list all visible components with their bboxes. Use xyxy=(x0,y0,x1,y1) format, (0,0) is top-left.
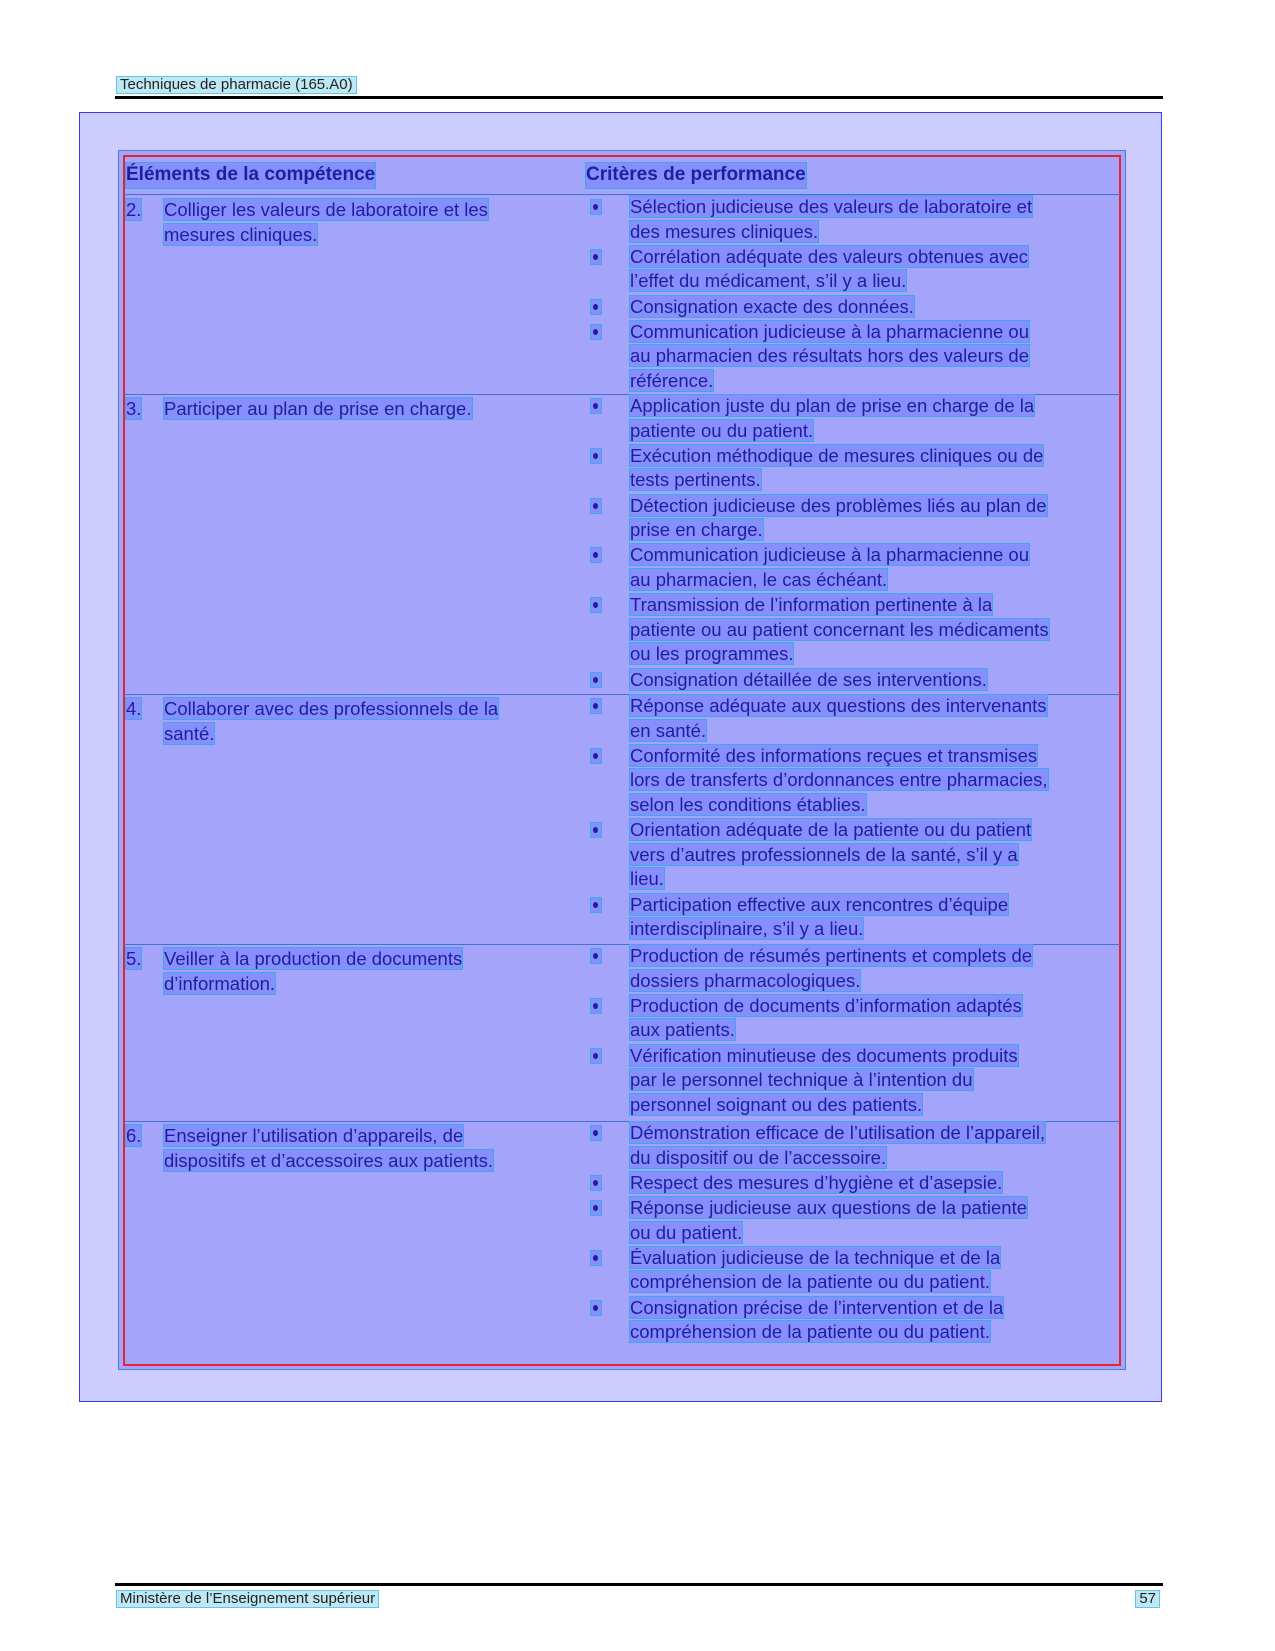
performance-criterion: Vérification minutieuse des documents produits par le personnel technique à l’intention du personnel soignant ou des patients. xyxy=(630,1044,1018,1115)
bullet-icon xyxy=(591,250,601,264)
bullet-icon xyxy=(591,823,601,837)
table-header-row xyxy=(124,156,1120,195)
header-rule xyxy=(115,96,1163,99)
bullet-icon xyxy=(591,1301,601,1315)
performance-criterion: Consignation précise de l’intervention et de la compréhension de la patiente ou du patient. xyxy=(630,1296,1004,1343)
performance-criterion: Consignation détaillée de ses interventions. xyxy=(630,668,987,690)
element-number: 3. xyxy=(126,398,142,419)
performance-criterion: Communication judicieuse à la pharmacienne ou au pharmacien, le cas échéant. xyxy=(630,544,1030,590)
element-number: 5. xyxy=(126,948,142,969)
competence-element: Colliger les valeurs de laboratoire et les mesures cliniques. xyxy=(164,199,488,245)
col-header-elements: Éléments de la compétence xyxy=(126,163,375,188)
bullet-icon xyxy=(591,1251,601,1265)
performance-criterion: Orientation adéquate de la patiente ou du patient vers d’autres professionnels de la santé, s’il y a lieu. xyxy=(630,819,1032,890)
bullet-icon xyxy=(591,1176,601,1190)
bullet-icon xyxy=(591,749,601,763)
bullet-icon xyxy=(591,673,601,687)
bullet-icon xyxy=(591,1049,601,1063)
performance-criterion: Application juste du plan de prise en charge de la patiente ou du patient. xyxy=(630,395,1035,441)
element-number: 6. xyxy=(126,1125,142,1146)
performance-criterion: Exécution méthodique de mesures cliniques ou de tests pertinents. xyxy=(630,444,1044,491)
performance-criterion: Consignation exacte des données. xyxy=(630,295,914,317)
bullet-icon xyxy=(591,1126,601,1140)
performance-criterion: Réponse judicieuse aux questions de la patiente ou du patient. xyxy=(630,1197,1028,1243)
performance-criterion: Production de documents d’information adaptés aux patients. xyxy=(630,994,1022,1041)
bullet-icon xyxy=(591,598,601,612)
element-number: 2. xyxy=(126,199,142,220)
competence-element: Enseigner l’utilisation d’appareils, de dispositifs et d’accessoires aux patients. xyxy=(164,1125,494,1171)
performance-criterion: Sélection judicieuse des valeurs de laboratoire et des mesures cliniques. xyxy=(630,196,1033,242)
competence-element: Veiller à la production de documents d’information. xyxy=(164,948,463,994)
bullet-icon xyxy=(591,449,601,463)
performance-criterion: Évaluation judicieuse de la technique et de la compréhension de la patiente ou du patient. xyxy=(630,1246,1001,1293)
performance-criterion: Réponse adéquate aux questions des intervenants en santé. xyxy=(630,695,1047,741)
running-header: Techniques de pharmacie (165.A0) xyxy=(116,76,357,94)
bullet-icon xyxy=(591,200,601,214)
table-row xyxy=(124,1121,1120,1366)
col-header-criteria: Critères de performance xyxy=(586,163,806,188)
bullet-icon xyxy=(591,300,601,314)
bullet-icon xyxy=(591,949,601,963)
performance-criterion: Détection judicieuse des problèmes liés au plan de prise en charge. xyxy=(630,494,1047,541)
table-row xyxy=(124,694,1120,945)
bullet-icon xyxy=(591,325,601,339)
performance-criterion: Corrélation adéquate des valeurs obtenues avec l’effet du médicament, s’il y a lieu. xyxy=(630,245,1029,292)
bullet-icon xyxy=(591,548,601,562)
footer-ministry: Ministère de l’Enseignement supérieur xyxy=(116,1590,379,1608)
competence-element: Participer au plan de prise en charge. xyxy=(164,398,472,419)
bullet-icon xyxy=(591,999,601,1013)
bullet-icon xyxy=(591,399,601,413)
performance-criterion: Démonstration efficace de l’utilisation de l’appareil, du dispositif ou de l’accessoire. xyxy=(630,1122,1046,1168)
performance-criterion: Communication judicieuse à la pharmacienne ou au pharmacien des résultats hors des valeurs de référence. xyxy=(630,320,1030,391)
performance-criterion: Respect des mesures d’hygiène et d’asepsie. xyxy=(630,1171,1003,1193)
performance-criterion: Conformité des informations reçues et transmises lors de transferts d’ordonnances entre pharmacies, selon les conditions établies. xyxy=(630,744,1048,815)
table-row xyxy=(124,394,1120,695)
bullet-icon xyxy=(591,898,601,912)
performance-criterion: Participation effective aux rencontres d’équipe interdisciplinaire, s’il y a lieu. xyxy=(630,893,1009,940)
bullet-icon xyxy=(591,499,601,513)
page-number: 57 xyxy=(1135,1590,1160,1608)
bullet-icon xyxy=(591,699,601,713)
table-row xyxy=(124,944,1120,1122)
competence-element: Collaborer avec des professionnels de la santé. xyxy=(164,698,499,744)
performance-criterion: Production de résumés pertinents et complets de dossiers pharmacologiques. xyxy=(630,945,1033,991)
bullet-icon xyxy=(591,1201,601,1215)
footer-rule xyxy=(115,1583,1163,1586)
table-row xyxy=(124,195,1120,395)
performance-criterion: Transmission de l’information pertinente à la patiente ou au patient concernant les médicaments ou les programmes. xyxy=(630,594,1049,665)
element-number: 4. xyxy=(126,698,142,719)
